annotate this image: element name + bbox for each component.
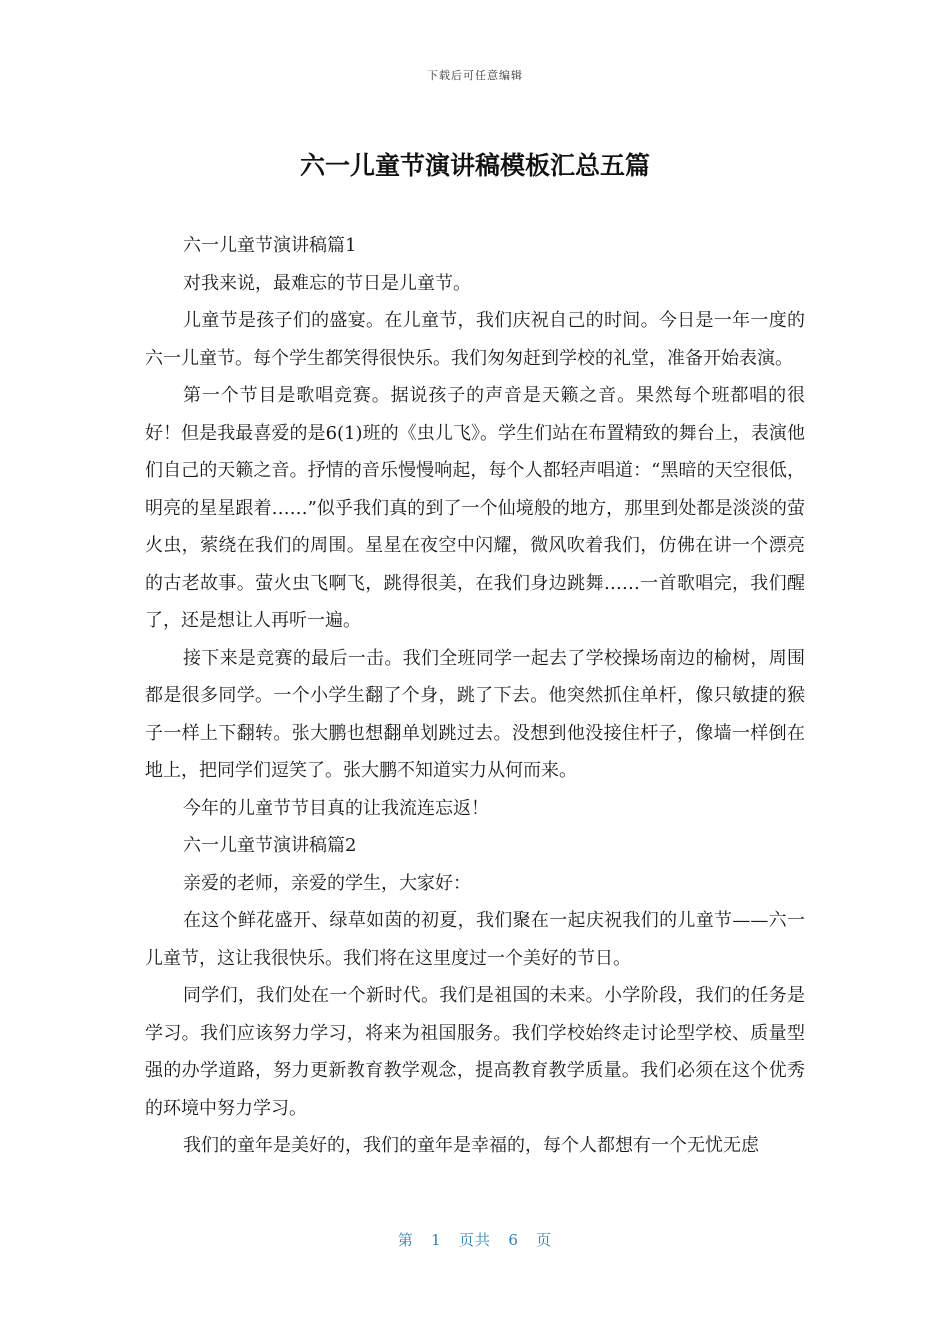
footer-label-middle: 页共 xyxy=(458,1231,491,1249)
footer-total-pages: 6 xyxy=(508,1231,519,1249)
document-title: 六一儿童节演讲稿模板汇总五篇 xyxy=(299,151,650,180)
paragraph: 对我来说，最难忘的节日是儿童节。 xyxy=(183,272,471,294)
footer-label-prefix: 第 xyxy=(397,1231,414,1249)
document-body xyxy=(145,227,805,1165)
section-heading: 六一儿童节演讲稿篇1 xyxy=(183,235,357,256)
footer-current-page: 1 xyxy=(431,1231,442,1249)
page-header-note: 下载后可任意编辑 xyxy=(427,69,523,82)
paragraph: 亲爱的老师，亲爱的学生，大家好： xyxy=(183,872,471,894)
paragraph: 同学们，我们处在一个新时代。我们是祖国的未来。小学阶段，我们的任务是学习。我们应该努力学习，将来为祖国服务。我们学校始终走讨论型学校、质量型强的办学道路，努力更新教育教学观念，提高教育教学质量。我们必须在这个优秀的环境中努力学习。 xyxy=(145,985,805,1119)
page-footer xyxy=(0,1229,950,1250)
paragraph: 我们的童年是美好的，我们的童年是幸福的，每个人都想有一个无忧无虑 xyxy=(183,1135,759,1156)
section-heading: 六一儿童节演讲稿篇2 xyxy=(183,835,357,856)
paragraph: 今年的儿童节节目真的让我流连忘返！ xyxy=(183,797,489,819)
footer-label-suffix: 页 xyxy=(536,1231,553,1249)
paragraph: 第一个节目是歌唱竞赛。据说孩子的声音是天籁之音。果然每个班都唱的很好！但是我最喜爱的是6(1)班的《虫儿飞》。学生们站在布置精致的舞台上，表演他们自己的天籁之音。抒情的音乐慢慢响起，每个人都轻声唱道：“黑暗的天空很低，明亮的星星跟着……”似乎我们真的到了一个仙境般的地方，那里到处都是淡淡的萤火虫，萦绕在我们的周围。星星在夜空中闪耀，微风吹着我们，仿佛在讲一个漂亮的古老故事。萤火虫飞啊飞，跳得很美，在我们身边跳舞……一首歌唱完，我们醒了，还是想让人再听一遍。 xyxy=(145,385,805,631)
paragraph: 在这个鲜花盛开、绿草如茵的初夏，我们聚在一起庆祝我们的儿童节——六一儿童节，这让我很快乐。我们将在这里度过一个美好的节日。 xyxy=(145,910,805,969)
paragraph: 接下来是竞赛的最后一击。我们全班同学一起去了学校操场南边的榆树，周围都是很多同学。一个小学生翻了个身，跳了下去。他突然抓住单杆，像只敏捷的猴子一样上下翻转。张大鹏也想翻单划跳过去。没想到他没接住杆子，像墙一样倒在地上，把同学们逗笑了。张大鹏不知道实力从何而来。 xyxy=(145,647,805,781)
paragraph: 儿童节是孩子们的盛宴。在儿童节，我们庆祝自己的时间。今日是一年一度的六一儿童节。每个学生都笑得很快乐。我们匆匆赶到学校的礼堂，准备开始表演。 xyxy=(145,310,805,369)
